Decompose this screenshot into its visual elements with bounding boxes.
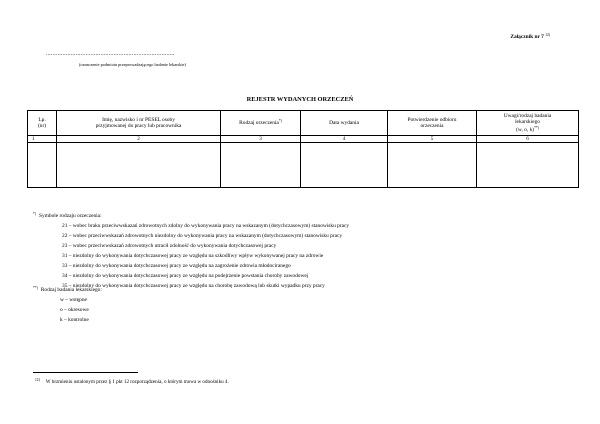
footnote-reference: 12) — [35, 378, 40, 382]
column-number-row — [28, 136, 579, 143]
order-type-heading: *) Symbole rodzaju orzeczenia: — [33, 212, 102, 219]
register-table — [27, 110, 579, 188]
entity-caption: (oznaczenie podmiotu przeprowadzającego badanie lekarskie) — [79, 62, 186, 67]
table-cell[interactable] — [301, 143, 388, 188]
column-number: 4 — [301, 136, 388, 143]
header-date: Data wydania — [301, 111, 388, 136]
exam-type-heading: **) Rodzaj badania lekarskiego: — [33, 286, 102, 293]
order-type-notes — [33, 209, 349, 291]
table-cell[interactable] — [221, 143, 301, 188]
header-name: Imię, nazwisko i nr PESEL osoby przyjmowanej do pracy lub pracownika — [57, 111, 221, 136]
column-number: 6 — [477, 136, 579, 143]
table-header-row — [28, 111, 579, 136]
column-number: 3 — [221, 136, 301, 143]
order-type-item: 23 – wobec przeciwwskazań zdrowotnych utracił zdolność do wykonywania dotychczasowej pracy — [62, 243, 277, 249]
attachment-label: Załącznik nr 7 $^{12)}$ — [510, 33, 550, 40]
header-type: Rodzaj orzeczenia*) — [221, 111, 301, 136]
header-type-mark: *) — [278, 119, 282, 124]
exam-type-item: k – kontrolne — [60, 317, 89, 323]
order-type-item: 35 – niezdolny do wykonywania dotychczasowej pracy ze względu na chorobę zawodową lub skutki wypadku przy pracy — [62, 283, 325, 289]
exam-type-notes — [33, 283, 102, 325]
exam-type-item: w – wstępne — [60, 297, 87, 303]
register-title: REJESTR WYDANYCH ORZECZEŃ — [246, 96, 354, 103]
exam-type-item: o – okresowe — [60, 307, 89, 313]
attachment-reference: 12) — [545, 33, 550, 37]
column-number: 1 — [28, 136, 57, 143]
footnote-divider — [33, 372, 138, 373]
header-confirmation: Potwierdzenie odbioru orzeczenia — [388, 111, 477, 136]
column-number: 2 — [57, 136, 221, 143]
table-cell[interactable] — [57, 143, 221, 188]
table-cell[interactable] — [388, 143, 477, 188]
footnote: $^{12)}$ W brzmieniu ustalonym przez § 1 pkt 12 rozporządzenia, o którym mowa w odnośniku 4. — [35, 378, 229, 385]
order-type-item: 21 – wobec braku przeciwwskazań zdrowotnych zdolny do wykonywania pracy na wskazanym (dotychczasowym) stanowisku pracy — [62, 223, 350, 229]
column-number: 5 — [388, 136, 477, 143]
header-remarks-mark: **) — [534, 125, 539, 130]
order-type-item: 22 – wobec przeciwwskazań zdrowotnych niezdolny do wykonywania pracy na wskazanym (dotychczasowym) stanowisku pracy — [62, 233, 343, 239]
table-cell[interactable] — [477, 143, 579, 188]
table-cell[interactable] — [28, 143, 57, 188]
order-type-item: 33 – niezdolny do wykonywania dotychczasowej pracy ze względu na zagrożenie zdrowia młodociranego — [62, 263, 291, 269]
entity-dotted-line: .............................................................................. — [46, 51, 175, 57]
table-row — [28, 143, 579, 188]
header-lp: Lp. (nr) — [28, 111, 57, 136]
header-remarks: Uwagi/rodzaj badania lekarskiego (w, o, k)**) — [477, 111, 579, 136]
order-type-item: 31 – niezdolny do wykonywania dotychczasowej pracy ze względu na szkodliwy wpływ wykonywanej pracy na zdrowie — [62, 253, 324, 259]
order-type-item: 34 – niezdolny do wykonywania dotychczasowej pracy ze względu na podejrzenie powstania choroby zawodowej — [62, 273, 309, 279]
